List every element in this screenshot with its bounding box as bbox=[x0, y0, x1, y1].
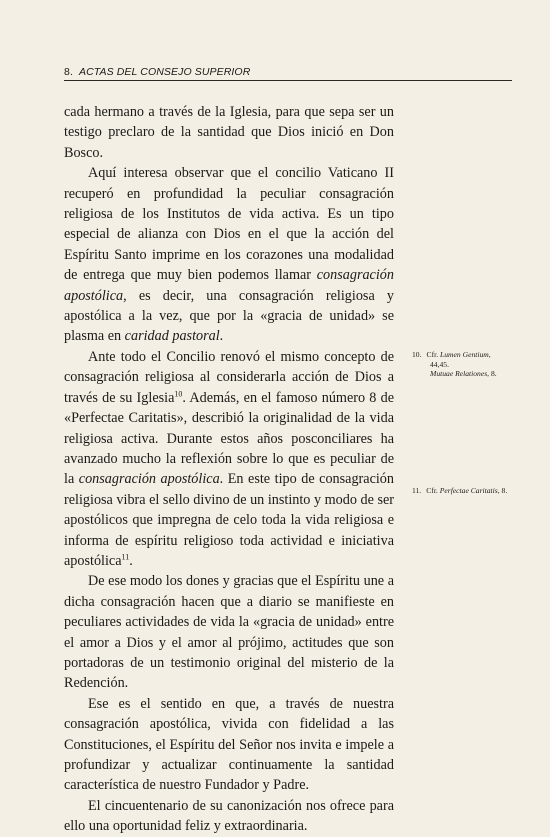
header-rule bbox=[64, 80, 512, 81]
paragraph: Ese es el sentido en que, a través de nuestra consagración apostólica, vivida con fidelidad a las Constituciones, el Espíritu del Señor nos invita e impele a profundizar y actualizar continuamente la santidad característica de nuestro Fundador y Padre. bbox=[64, 695, 394, 794]
italic-term: caridad pastoral bbox=[124, 328, 220, 345]
italic-term: consagración apostólica bbox=[64, 267, 394, 304]
paragraph: Aquí interesa observar que el concilio Vaticano II recuperó en profundidad la peculiar consagración religiosa de los Institutos de vida activa. Es un tipo especial de alianza con Dios en el que la acción del Espíritu Santo imprime en los corazones una modalidad de entrega que muy bien podemos llamar consagración apostólica, es decir, una consagración religiosa y apostólica a la vez, que por la «gracia de unidad» se plasma en caridad pastoral. bbox=[64, 165, 394, 345]
paragraph: El cincuentenario de su canonización nos ofrece para ello una oportunidad feliz y extraordinaria. bbox=[64, 797, 394, 835]
page-number: 8. bbox=[64, 66, 73, 78]
paragraph: cada hermano a través de la Iglesia, para que sepa ser un testigo preclaro de la santidad que Dios inició en Don Bosco. bbox=[64, 104, 394, 161]
italic-term: consagración apostólica bbox=[78, 471, 220, 488]
body-text bbox=[64, 102, 394, 837]
running-header bbox=[64, 66, 512, 78]
footnote-ref: 11 bbox=[121, 552, 130, 562]
footnote-ref: 10 bbox=[174, 388, 183, 398]
footnote-10: 10. Cfr. Lumen Gentium, 44,45. Mutuae Relationes, 8. bbox=[412, 350, 497, 379]
footnote-11: 11. Cfr. Perfectae Caritatis, 8. bbox=[412, 486, 508, 495]
paragraph: Ante todo el Concilio renovó el mismo concepto de consagración religiosa al considerarla acción de Dios a través de su Iglesia$^{10}$. Además, en el famoso número 8 de «Perfectae Caritatis», describió la originalidad de la vida religiosa activa. Durante estos años posconciliares ha avanzado mucho la reflexión sobre lo que es peculiar de la consagración apostólica. En este tipo de consagración religiosa vibra el sello divino de un instinto y modo de ser apostólicos que impregna de celo toda la vida religiosa e informa de espíritu religioso toda actividad e iniciativa apostólica$^{11}$. bbox=[64, 348, 394, 569]
running-title: ACTAS DEL CONSEJO SUPERIOR bbox=[78, 66, 251, 78]
paragraph: De ese modo los dones y gracias que el Espíritu une a dicha consagración hacen que a diario se manifieste en peculiares actividades de vida la «gracia de unidad» entre el amor a Dios y el amor al prójimo, actitudes que son portadoras de un testimonio original del misterio de la Redención. bbox=[64, 573, 394, 692]
